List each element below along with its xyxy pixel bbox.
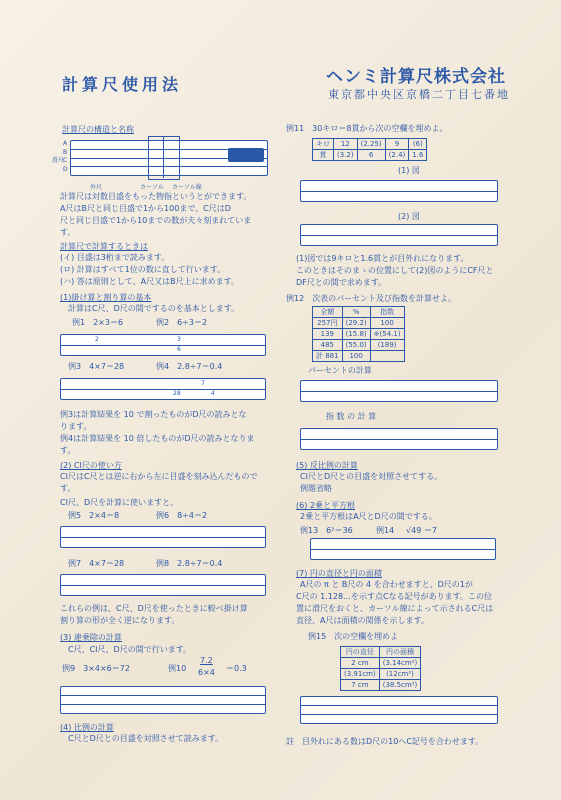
section-6-heading: (6) 2乗と平方根 — [296, 501, 355, 510]
section-2-after: これらの例は、C尺、D尺を使ったときに較べ掛け算 — [60, 604, 248, 613]
example-15-table — [340, 646, 421, 691]
table-cell: 6 — [357, 150, 385, 161]
table-cell: (2.4) — [385, 150, 409, 161]
rule-figure-8 — [300, 380, 498, 402]
section-1-text: 計算はC尺、D尺の間でするのを基本とします。 — [68, 304, 240, 313]
example-14-expr: √49 ＝7 — [406, 526, 437, 535]
rule-figure-2 — [60, 378, 266, 400]
cursor-label: カーソル — [140, 184, 164, 191]
figure-text: (1)図では9キロと1.6貫とが目外れになります。 — [296, 254, 469, 263]
section-2-text: す。 — [60, 484, 76, 493]
rule-number: 7 — [201, 380, 205, 387]
footer-note: 註 目外れにある数はD尺の10へC記号を合わせます。 — [286, 737, 484, 746]
rule-figure-7 — [300, 224, 498, 246]
table-row — [341, 680, 421, 691]
table-cell: ※(54.1) — [370, 329, 404, 340]
table-header: 円の直径 — [341, 647, 380, 658]
calc-heading: 計算尺で計算するときは — [60, 242, 148, 251]
section-3-heading: (3) 連乗除の計算 — [60, 633, 122, 642]
section-5-heading: (5) 反比例の計算 — [296, 461, 358, 470]
section-7-text: C尺の 1.128…を示す点Cなる記号があります。この位 — [296, 592, 492, 601]
example-12-table — [312, 306, 405, 362]
section-7-text: 直径、A尺は面積の関係を示します。 — [296, 616, 429, 625]
scale-label-b: B — [63, 149, 68, 156]
table-cell: 計 881 — [313, 351, 343, 362]
table-row — [313, 318, 405, 329]
rule-number: 28 — [173, 390, 181, 397]
table-row — [341, 669, 421, 680]
page-title: 計算尺使用法 — [62, 75, 183, 94]
example-10: 例10 — [168, 664, 187, 673]
table-cell: (3.14cm²) — [379, 658, 421, 669]
example-3: 例3 4×7＝28 — [68, 362, 125, 371]
figure-1-caption: (1) 図 — [398, 166, 420, 175]
table-cell: 100 — [370, 318, 404, 329]
section-7-heading: (7) 円の直径と円の面積 — [296, 569, 382, 578]
rule-end-cap — [228, 148, 264, 162]
example-1: 例1 2×3＝6 — [72, 318, 124, 327]
example-5: 例5 2×4＝8 — [68, 511, 120, 520]
note-line: 例3は計算結果を 10 で割ったものがD尺の読みとな — [60, 410, 247, 419]
table-row — [313, 139, 427, 150]
table-cell: (38.5cm²) — [379, 680, 421, 691]
table-cell — [370, 351, 404, 362]
rule-number: 6 — [177, 346, 181, 353]
section-6-text: 2乗と平方根はA尺とD尺の間でする。 — [300, 512, 437, 521]
example-12: 例12 次表のパーセント及び指数を計算せよ。 — [286, 294, 457, 303]
scale-label-a: A — [63, 140, 68, 147]
section-4-heading: (4) 比例の計算 — [60, 723, 114, 732]
intro-line: 計算尺は対数目盛をもった物指というとができます。 — [60, 192, 252, 201]
section-5-text: CI尺とD尺との目盛を対照させてする。 — [300, 472, 443, 481]
table-cell: 139 — [313, 329, 343, 340]
rule-figure-5 — [60, 686, 266, 714]
scale-label-d: D — [63, 166, 68, 173]
structure-heading: 計算尺の構造と名称 — [62, 125, 134, 134]
cursor-frame — [148, 136, 180, 180]
rule-figure-3 — [60, 526, 266, 548]
company-address: 東京都中央区京橋二丁目七番地 — [328, 88, 510, 101]
table-row — [313, 340, 405, 351]
table-cell: (6) — [409, 139, 427, 150]
calc-step: (イ) 目盛は3桁まで読みます。 — [60, 253, 170, 262]
example-10-numerator: 7.2 — [200, 656, 213, 665]
rule-figure-9 — [300, 428, 498, 450]
section-7-text: A尺の π と B尺の 4 を合わせますと、D尺の1が — [300, 580, 473, 589]
example-8: 例8 2.8÷7＝0.4 — [156, 559, 223, 568]
rule-figure-4 — [60, 574, 266, 596]
example-9: 例9 3×4×6＝72 — [62, 664, 130, 673]
figure-text: このときはそのまゝの位置にして(2)図のようにCF尺と — [296, 266, 494, 275]
example-13: 例13 6²＝36 — [300, 526, 353, 535]
example-10-denominator: 6×4 — [198, 668, 215, 677]
table-cell: 7 cm — [341, 680, 380, 691]
table-cell: 257円 — [313, 318, 343, 329]
section-3-text: C尺、CI尺、D尺の間で行います。 — [68, 645, 192, 654]
section-2-text: CI尺はC尺とは逆に右から左に目盛を刻み込んだもので — [60, 472, 258, 481]
table-cell: 2 cm — [341, 658, 380, 669]
calc-step: (ハ) 答は原則として、A尺又はB尺上に求めます。 — [60, 277, 239, 286]
rule-figure-10 — [310, 538, 496, 560]
index-calc-label: 指 数 の 計 算 — [326, 412, 377, 421]
example-4: 例4 2.8÷7＝0.4 — [156, 362, 223, 371]
table-header: 指数 — [370, 307, 404, 318]
table-cell: 貫 — [313, 150, 334, 161]
intro-line: す。 — [60, 228, 76, 237]
cursor-line-label: カーソル線 — [172, 184, 202, 191]
example-2: 例2 6÷3＝2 — [156, 318, 208, 327]
table-row — [341, 658, 421, 669]
example-15: 例15 次の空欄を埋めよ — [308, 632, 399, 641]
table-header: 全額 — [313, 307, 343, 318]
figure-2-caption: (2) 図 — [398, 212, 420, 221]
table-header: % — [342, 307, 370, 318]
table-cell: (12cm²) — [379, 669, 421, 680]
table-row — [313, 329, 405, 340]
section-2-after: 割り算の形が全く逆になります。 — [60, 616, 180, 625]
table-cell: (3.2) — [334, 150, 358, 161]
table-cell: 485 — [313, 340, 343, 351]
slide-label: 滑尺 — [52, 157, 65, 164]
example-14: 例14 — [376, 526, 395, 535]
table-cell: (15.8) — [342, 329, 370, 340]
company-name: ヘンミ計算尺株式会社 — [326, 67, 506, 87]
table-header-row — [313, 307, 405, 318]
rule-figure-6 — [300, 180, 498, 202]
scale-label-c: C — [63, 157, 68, 164]
note-line: 例4は計算結果を 10 倍したものがD尺の読みとなりま — [60, 434, 255, 443]
table-header-row — [341, 647, 421, 658]
figure-text: DF尺との間で求めます。 — [296, 278, 387, 287]
table-cell: (189) — [370, 340, 404, 351]
note-line: ります。 — [60, 422, 92, 431]
intro-line: A尺はB尺と同じ目盛で1から100まで、C尺はD — [60, 204, 231, 213]
body-label: 外尺 — [90, 184, 103, 191]
table-cell: (2.25) — [357, 139, 385, 150]
example-11: 例11 30キロ＝8貫から次の空欄を埋めよ。 — [286, 124, 448, 133]
table-cell: 100 — [342, 351, 370, 362]
calc-step: (ロ) 計算はすべて1位の数に直して行います。 — [60, 265, 226, 274]
example-6: 例6 8÷4＝2 — [156, 511, 208, 520]
rule-number: 3 — [177, 336, 181, 343]
table-header: 円の面積 — [379, 647, 421, 658]
note-line: す。 — [60, 446, 76, 455]
cursor-line — [163, 136, 164, 178]
rule-number: 2 — [95, 336, 99, 343]
section-2-heading: (2) CI尺の使い方 — [60, 461, 122, 470]
example-7: 例7 4×7＝28 — [68, 559, 125, 568]
table-cell: (55.0) — [342, 340, 370, 351]
section-2-text: CI尺、D尺を計算に使いますと、 — [60, 498, 179, 507]
rule-figure-1 — [60, 334, 266, 356]
example-10-result: ＝0.3 — [226, 664, 247, 673]
table-cell: (29.2) — [342, 318, 370, 329]
percent-calc-label: パーセントの計算 — [308, 366, 372, 375]
table-cell: キロ — [313, 139, 334, 150]
section-5-sub: 例題省略 — [300, 484, 332, 493]
intro-line: 尺と同じ目盛で1から10までの数が夫々刻まれていま — [60, 216, 252, 225]
table-cell: 9 — [385, 139, 409, 150]
section-1-heading: (1)掛け算と割り算の基本 — [60, 293, 152, 302]
table-row — [313, 150, 427, 161]
rule-figure-11 — [300, 696, 498, 724]
example-11-table — [312, 138, 427, 161]
table-cell: 1.6 — [409, 150, 427, 161]
section-4-text: C尺とD尺との目盛を対照させて読みます。 — [68, 734, 224, 743]
table-cell: 12 — [334, 139, 358, 150]
section-7-text: 置に滑尺をおくと、カーソル線によって示されるC尺は — [296, 604, 494, 613]
table-row — [313, 351, 405, 362]
rule-number: 4 — [211, 390, 215, 397]
table-cell: (3.91cm) — [341, 669, 380, 680]
